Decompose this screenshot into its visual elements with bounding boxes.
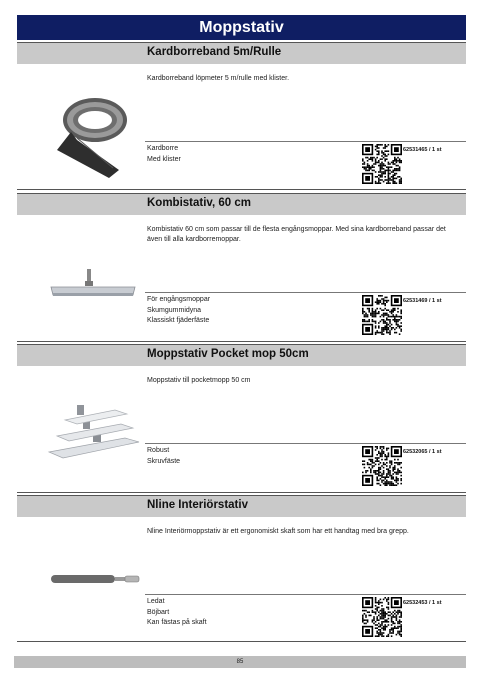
pocket-mop-frames-image <box>47 394 143 464</box>
qr-code-image <box>362 446 402 486</box>
feature-list <box>147 597 207 629</box>
qr-code-image <box>362 144 402 184</box>
feature-item: Med klister <box>147 155 181 163</box>
page-title: Moppstativ <box>17 15 466 40</box>
article-number: 62532453 / 1 st <box>403 600 442 606</box>
qr-code-image <box>362 597 402 637</box>
feature-list <box>147 446 180 467</box>
interior-handle-image <box>49 571 141 587</box>
product-section-kombistativ <box>17 193 466 343</box>
feature-item: Skruvfäste <box>147 457 181 465</box>
divider <box>145 594 466 595</box>
section-bottom-divider <box>17 189 466 190</box>
section-bottom-divider <box>17 341 466 342</box>
feature-item: Robust <box>147 447 170 454</box>
product-description: Kardborreband löpmeter 5 m/rulle med klister. <box>147 75 290 82</box>
feature-item: Kardborre <box>147 145 179 152</box>
article-number: 62531465 / 1 st <box>403 147 442 153</box>
product-section-velcro <box>17 42 466 192</box>
product-header <box>17 344 466 366</box>
product-title: Kombistativ, 60 cm <box>147 197 251 209</box>
feature-item: För engångsmoppar <box>147 296 211 303</box>
article-number: 62531469 / 1 st <box>403 298 442 304</box>
divider <box>145 443 466 444</box>
product-header <box>17 193 466 215</box>
section-bottom-divider <box>17 641 466 642</box>
velcro-roll-image <box>47 90 137 180</box>
feature-item: Skumgummidyna <box>147 306 202 314</box>
feature-item: Kan fästas på skaft <box>147 619 207 626</box>
product-section-pocket-mop <box>17 344 466 494</box>
feature-list <box>147 295 210 327</box>
divider <box>145 292 466 293</box>
feature-item: Ledat <box>147 598 165 605</box>
feature-item: Böjbart <box>147 608 170 616</box>
page-footer <box>14 656 466 668</box>
product-header <box>17 495 466 517</box>
product-description: Nline Interiörmoppstativ är ett ergonomiskt skaft som har ett handtag med bra grepp. <box>147 528 409 535</box>
product-title: Nline Interiörstativ <box>147 499 248 511</box>
feature-item: Klassiskt fjäderfäste <box>147 317 210 324</box>
product-title: Kardborreband 5m/Rulle <box>147 46 282 58</box>
product-description: Kombistativ 60 cm som passar till de flesta engångsmoppar. Med sina kardborreband passar det även till alla kardborremoppar. <box>147 226 446 243</box>
product-description: Moppstativ till pocketmopp 50 cm <box>147 377 251 384</box>
page-number: 85 <box>236 659 244 665</box>
qr-code-image <box>362 295 402 335</box>
section-bottom-divider <box>17 492 466 493</box>
feature-list <box>147 144 181 165</box>
product-title: Moppstativ Pocket mop 50cm <box>147 348 309 360</box>
divider <box>145 141 466 142</box>
product-header <box>17 42 466 64</box>
mop-frame-image <box>49 265 139 301</box>
article-number: 62532065 / 1 st <box>403 449 442 455</box>
product-section-nline <box>17 495 466 645</box>
